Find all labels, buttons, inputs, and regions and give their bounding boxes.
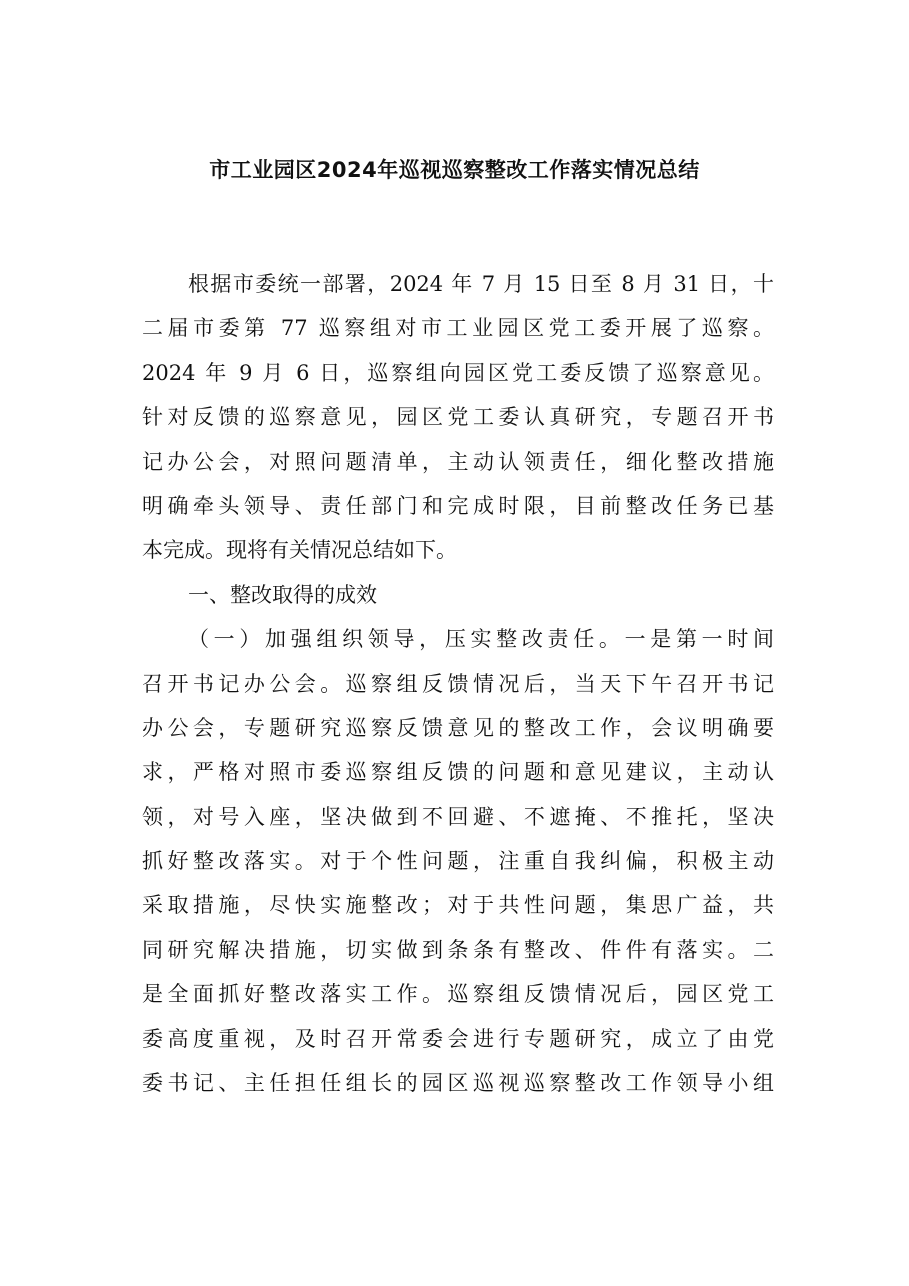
paragraph-line: 本完成。现将有关情况总结如下。 xyxy=(142,538,457,563)
paragraph-line: 抓好整改落实。对于个性问题，注重自我纠偏，积极主动 xyxy=(142,849,774,874)
paragraph-line: 2024 年 9 月 6 日，巡察组向园区党工委反馈了巡察意见。 xyxy=(142,360,774,385)
section-heading: 一、整改取得的成效 xyxy=(188,582,377,607)
paragraph-line: 委高度重视，及时召开常委会进行专题研究，成立了由党 xyxy=(142,1026,774,1051)
paragraph-line: 领，对号入座，坚决做到不回避、不遮掩、不推托，坚决 xyxy=(142,804,774,829)
paragraph-line: 是全面抓好整改落实工作。巡察组反馈情况后，园区党工 xyxy=(142,982,774,1007)
paragraph-line: 办公会，专题研究巡察反馈意见的整改工作，会议明确要 xyxy=(142,715,774,740)
paragraph-line: 求，严格对照市委巡察组反馈的问题和意见建议，主动认 xyxy=(142,760,774,785)
document-body xyxy=(142,262,774,1105)
paragraph-line: 明确牵头领导、责任部门和完成时限，目前整改任务已基 xyxy=(142,493,774,518)
paragraph-line: 采取措施，尽快实施整改；对于共性问题，集思广益，共 xyxy=(142,893,774,918)
paragraph-line: 委书记、主任担任组长的园区巡视巡察整改工作领导小组 xyxy=(142,1071,774,1096)
paragraph-line: 针对反馈的巡察意见，园区党工委认真研究，专题召开书 xyxy=(142,405,774,430)
paragraph-line: （一）加强组织领导，压实整改责任。一是第一时间 xyxy=(188,627,774,652)
paragraph-line: 根据市委统一部署，2024 年 7 月 15 日至 8 月 31 日，十 xyxy=(188,272,774,296)
document-title: 市工业园区2024年巡视巡察整改工作落实情况总结 xyxy=(209,158,700,182)
paragraph-line: 记办公会，对照问题清单，主动认领责任，细化整改措施 xyxy=(142,449,774,474)
paragraph-line: 同研究解决措施，切实做到条条有整改、件件有落实。二 xyxy=(142,937,774,962)
paragraph-line: 二届市委第 77 巡察组对市工业园区党工委开展了巡察。 xyxy=(142,316,774,341)
paragraph-line: 召开书记办公会。巡察组反馈情况后，当天下午召开书记 xyxy=(142,671,774,696)
